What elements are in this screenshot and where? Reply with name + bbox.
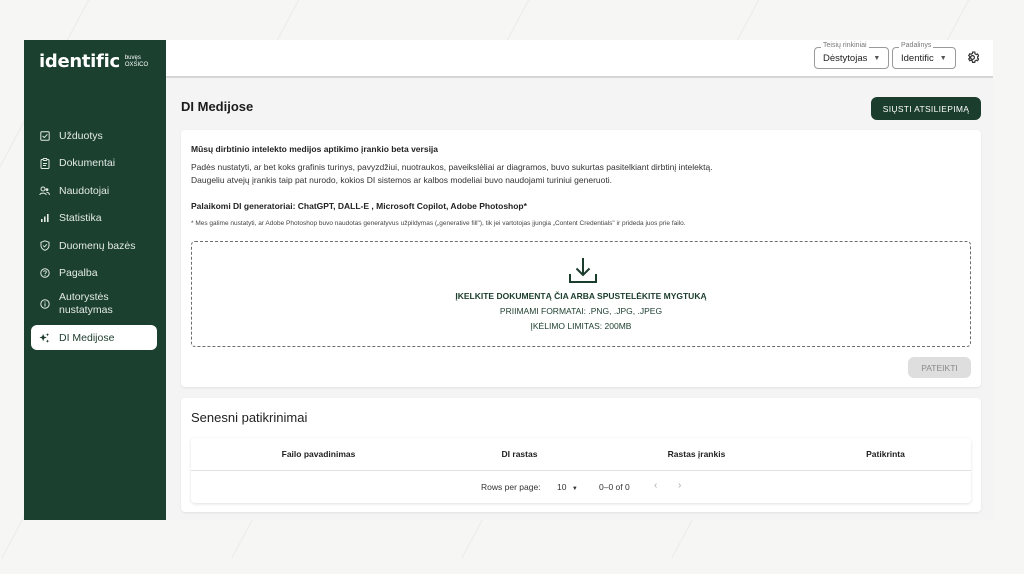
send-feedback-button[interactable]: SIŲSTI ATSILIEPIMĄ: [871, 97, 981, 120]
column-header-checked[interactable]: Patikrinta: [866, 449, 905, 459]
topbar: [166, 40, 993, 78]
previous-page-icon[interactable]: ‹: [654, 480, 658, 491]
sparkle-icon: [39, 332, 50, 343]
tool-heading: Mūsų dirbtinio intelekto medijos aptikimo įrankio beta versija: [191, 144, 439, 154]
tool-description-2: Daugeliu atvejų įrankis taip pat nurodo, kokios DI sistemos ar kalbos modeliai buvo naudojami turiniui generuoti.: [191, 175, 612, 185]
sidebar-item-label: DI Medijose: [59, 331, 115, 344]
sidebar: [24, 40, 166, 520]
history-table: [191, 438, 971, 503]
brand-logo[interactable]: [39, 48, 148, 72]
rights-select-value: Dėstytojas: [823, 52, 868, 64]
sidebar-item-label: Duomenų bazės: [59, 239, 136, 252]
sidebar-item-label: [59, 291, 113, 317]
sidebar-item-label: Statistika: [59, 212, 102, 225]
rights-select-caption: Teisių rinkiniai: [823, 42, 867, 49]
table-header: [191, 438, 971, 471]
table-pagination: [191, 471, 971, 503]
brand-sub-line2: OXSICO: [124, 62, 149, 68]
history-title: Senesni patikrinimai: [191, 410, 308, 425]
users-icon: [39, 185, 50, 196]
download-icon: [567, 256, 599, 286]
bar-chart-icon: [39, 213, 50, 224]
dropzone-limit: ĮKĖLIMO LIMITAS: 200MB: [530, 321, 632, 331]
sidebar-item-label: Pagalba: [59, 267, 98, 280]
column-header-tool-found[interactable]: Rastas įrankis: [667, 449, 726, 459]
tool-description-1: Padės nustatyti, ar bet koks grafinis turinys, pavyzdžiui, nuotraukos, paveikslėliai ar diagramos, buvo sukurtas pasitelkiant dirbtinį intelektą.: [191, 162, 713, 172]
sidebar-item-pagalba[interactable]: [31, 260, 157, 288]
dropzone-formats: PRIIMAMI FORMATAI: .PNG, .JPG, .JPEG: [499, 306, 663, 316]
submit-button[interactable]: PATEIKTI: [908, 357, 971, 378]
checkbox-icon: [39, 130, 50, 141]
caret-down-icon: ▼: [939, 54, 947, 62]
caret-down-icon: ▼: [571, 486, 578, 492]
shield-icon: [39, 240, 50, 251]
rows-per-page-value: 10: [557, 482, 567, 492]
rights-select[interactable]: [814, 42, 889, 69]
rows-per-page-select[interactable]: [557, 482, 578, 492]
column-header-file-name[interactable]: Failo pavadinimas: [281, 449, 356, 459]
sidebar-item-label: Dokumentai: [59, 157, 116, 170]
caret-down-icon: ▼: [873, 54, 881, 62]
info-icon: [39, 298, 50, 309]
sidebar-nav: [31, 122, 157, 350]
unit-select-caption: Padalinys: [901, 42, 932, 49]
sidebar-item-dokumentai[interactable]: [31, 150, 157, 178]
supported-generators: Palaikomi DI generatoriai: ChatGPT, DALL-E , Microsoft Copilot, Adobe Photoshop*: [191, 201, 527, 211]
sidebar-item-di-medijose[interactable]: [31, 325, 157, 350]
sidebar-item-statistika[interactable]: [31, 205, 157, 233]
brand-name: identific: [39, 51, 120, 72]
gear-icon[interactable]: [966, 51, 979, 64]
sidebar-item-naudotojai[interactable]: [31, 177, 157, 205]
next-page-icon[interactable]: ›: [678, 480, 682, 491]
upload-card: [181, 130, 981, 387]
sidebar-item-autorystes-nustatymas[interactable]: [31, 287, 157, 320]
history-card: [181, 398, 981, 512]
app-window: [24, 40, 993, 520]
clipboard-icon: [39, 158, 50, 169]
unit-select-value: Identific: [901, 52, 934, 64]
help-icon: [39, 268, 50, 279]
sidebar-item-label-line2: nustatymas: [59, 303, 113, 316]
unit-select[interactable]: [892, 42, 956, 69]
pagination-range: 0–0 of 0: [599, 482, 630, 492]
column-header-ai-found[interactable]: DI rastas: [501, 449, 538, 459]
sidebar-item-label: Naudotojai: [59, 184, 110, 197]
dropzone-instruction: ĮKELKITE DOKUMENTĄ ČIA ARBA SPUSTELĖKITE MYGTUKĄ: [455, 291, 707, 301]
photoshop-footnote: * Mes galime nustatyti, ar Adobe Photoshop buvo naudotas generatyvus užpildymas („generative fill"), tik jei vartotojas įjungia „Content Credentials" ir prideda juos prie failo.: [191, 220, 686, 227]
file-dropzone[interactable]: [191, 241, 971, 347]
page-title: DI Medijose: [181, 99, 254, 114]
sidebar-item-duomenu-bazes[interactable]: [31, 232, 157, 260]
brand-sub-line1: buvęs: [124, 55, 141, 61]
sidebar-item-label-line1: Autorystės: [59, 290, 109, 303]
sidebar-item-uzduotys[interactable]: [31, 122, 157, 150]
brand-subtitle: [125, 55, 148, 69]
rows-per-page-label: Rows per page:: [481, 482, 541, 492]
sidebar-item-label: Užduotys: [59, 129, 103, 142]
